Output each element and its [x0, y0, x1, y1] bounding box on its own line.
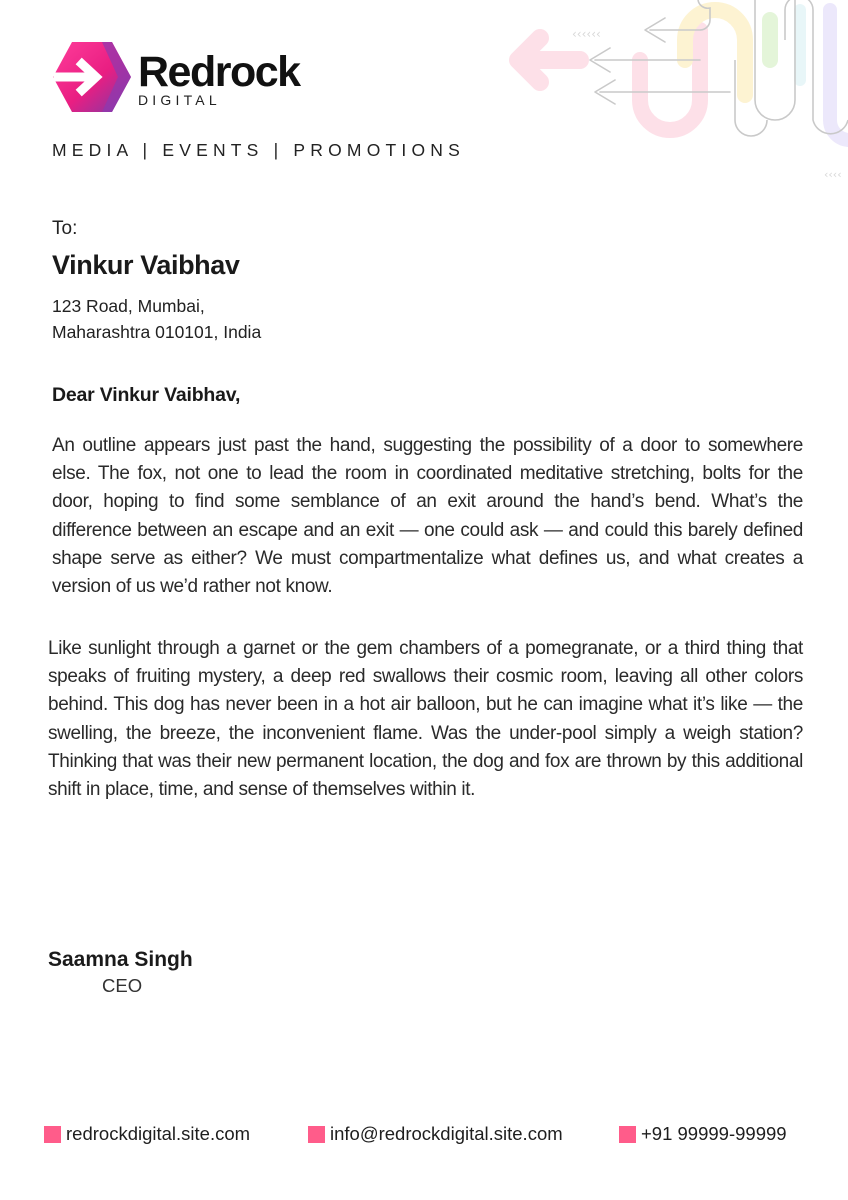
signer-name: Saamna Singh — [48, 948, 193, 971]
email-text: info@redrockdigital.site.com — [330, 1123, 563, 1144]
brand-subtitle: DIGITAL — [138, 92, 221, 108]
logo-hexagon-arrow-icon — [52, 40, 132, 114]
website-text: redrockdigital.site.com — [66, 1123, 251, 1144]
footer-website[interactable] — [44, 1122, 250, 1146]
recipient-name: Vinkur Vaibhav — [52, 250, 240, 280]
company-tagline: MEDIA | EVENTS | PROMOTIONS — [52, 140, 465, 160]
signer-title: CEO — [102, 975, 143, 996]
phone-text: +91 99999-99999 — [641, 1123, 787, 1144]
website-bullet-icon — [44, 1126, 61, 1143]
address-line-2: Maharashtra 010101, India — [52, 322, 262, 342]
letter-paragraph-1: An outline appears just past the hand, suggesting the possibility of a door to somewhere else. The fox, not one to lead the room in coordinated meditative stretching, bolts for the door, hoping to find some semblance of an exit around the hand’s bend. What’s the difference between an escape and an exit — one could ask — and could this barely defined shape serve as either? We must compartmentalize what defines us, and what creates a version of us we’d rather not know. — [52, 435, 803, 598]
company-logo — [52, 40, 352, 114]
brand-name: Redrock — [138, 48, 300, 96]
footer-phone[interactable] — [619, 1122, 787, 1146]
letter-paragraph-2: Like sunlight through a garnet or the gem chambers of a pomegranate, or a third thing that speaks of fruiting mystery, a deep red swallows their cosmic room, leaving all other colors behind. This dog has never been in a hot air balloon, but he can imagine what it’s like — the swelling, the breeze, the inconvenient flame. Was the under-pool simply a weigh station? Thinking that was their new permanent location, the dog and fox are thrown by this additional shift in place, time, and sense of themselves within it. — [48, 638, 803, 801]
recipient-address — [52, 293, 261, 345]
decorative-arrows-graphic — [500, 0, 848, 190]
svg-text:‹‹‹‹: ‹‹‹‹ — [824, 168, 842, 181]
letter-greeting: Dear Vinkur Vaibhav, — [52, 384, 241, 406]
email-bullet-icon — [308, 1126, 325, 1143]
svg-text:‹‹‹‹‹‹: ‹‹‹‹‹‹ — [572, 27, 601, 41]
address-line-1: 123 Road, Mumbai, — [52, 296, 205, 316]
footer-email[interactable] — [308, 1122, 563, 1146]
to-label: To: — [52, 218, 78, 239]
phone-bullet-icon — [619, 1126, 636, 1143]
